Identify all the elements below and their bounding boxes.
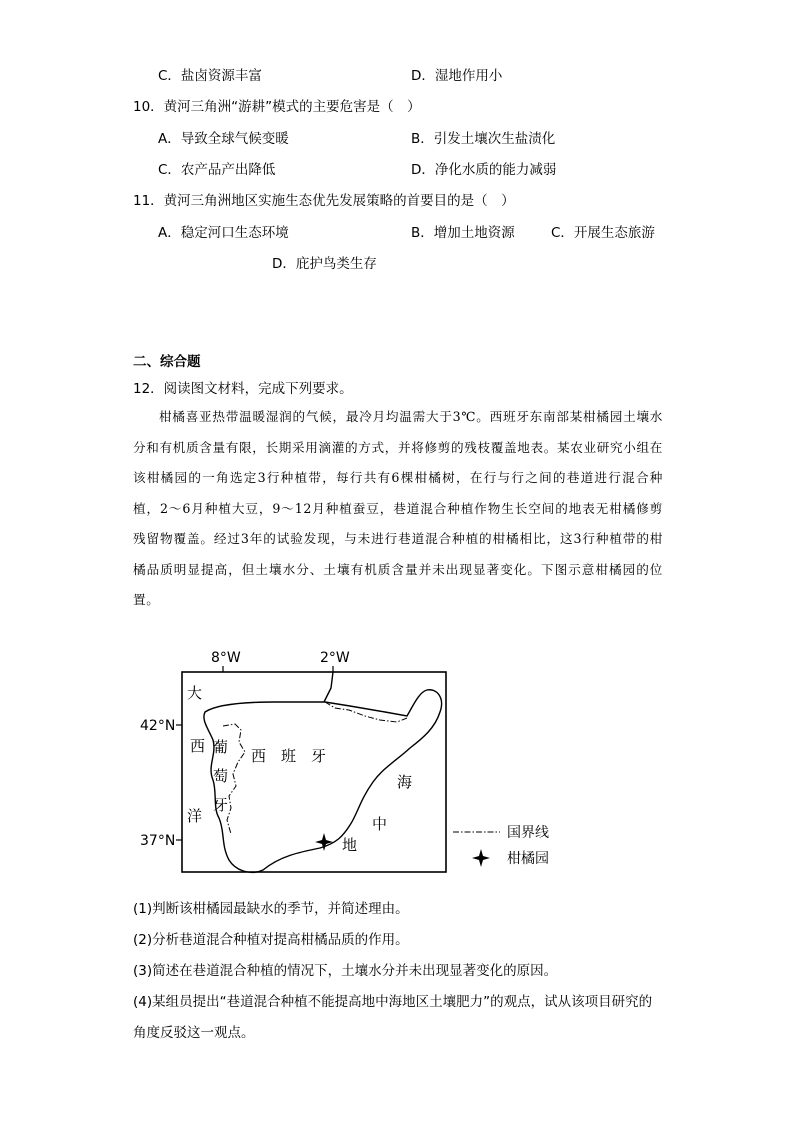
label-spain: 西 班 牙 (251, 747, 327, 765)
label-42n: 42°N (140, 718, 176, 734)
q10-option-d: D．净化水质的能力减弱 (411, 162, 557, 178)
legend-orchard-label: 柑橘园 (507, 851, 549, 867)
france-spain-border (325, 702, 407, 722)
legend-border-label: 国界线 (507, 825, 549, 841)
q9-option-c: C．盐卤资源丰富 (158, 68, 262, 84)
q12-sub4-line1: (4)某组员提出“巷道混合种植不能提高地中海地区土壤肥力”的观点，试从该项目研究的 (133, 994, 653, 1010)
label-med-2: 中 (372, 815, 388, 833)
label-portugal-1: 葡 (213, 738, 229, 756)
label-8w: 8°W (211, 650, 241, 666)
label-atlantic-3: 洋 (187, 807, 203, 825)
q12-material: 柑橘喜亚热带温暖湿润的气候，最冷月均温需大于3℃。西班牙东南部某柑橘园土壤水分和有机质含量有限，长期采用滴灌的方式，并将修剪的残枝覆盖地表。某农业研究小组在该柑橘园的一角选定3行种植带，每行共有6棵柑橘树，在行与行之间的巷道进行混合种植，2～6月种植大豆，9～12月种植蚕豆，巷道混合种植作物生长空间的地表无柑橘修剪残留物覆盖。经过3年的试验发现，与未进行巷道混合种植的柑橘相比，这3行种植带的柑橘品质明显提高，但土壤水分、土壤有机质含量并未出现显著变化。下图示意柑橘园的位置。 (133, 409, 663, 607)
label-med-3: 地 (342, 836, 358, 854)
q12-sub4-line2: 角度反驳这一观点。 (133, 1025, 255, 1041)
orchard-location-map (135, 640, 575, 885)
q11-option-a: A．稳定河口生态环境 (158, 225, 289, 241)
q11-option-b: B．增加土地资源 (411, 225, 515, 241)
q11-option-c: C．开展生态旅游 (551, 225, 655, 241)
q12-sub1: (1)判断该柑橘园最缺水的季节，并简述理由。 (133, 901, 409, 917)
label-atlantic-2: 西 (190, 737, 206, 755)
label-portugal-2: 萄 (213, 767, 229, 785)
section-title: 二、综合题 (133, 354, 201, 370)
label-atlantic-1: 大 (187, 684, 203, 702)
label-med-1: 海 (397, 773, 413, 791)
label-portugal-3: 牙 (213, 796, 229, 814)
label-2w: 2°W (320, 650, 350, 666)
q10-option-c: C．农产品产出降低 (158, 162, 276, 178)
q10-option-b: B．引发土壤次生盐渍化 (411, 131, 556, 147)
france-coast (324, 672, 333, 702)
label-37n: 37°N (140, 833, 176, 849)
legend-orchard-icon (472, 849, 490, 867)
q10-stem: 10．黄河三角洲“游耕”模式的主要危害是（ ） (133, 99, 421, 115)
q12-stem: 12．阅读图文材料，完成下列要求。 (133, 381, 353, 397)
q10-option-a: A．导致全球气候变暖 (158, 131, 289, 147)
q12-sub2: (2)分析巷道混合种植对提高柑橘品质的作用。 (133, 932, 409, 948)
q9-option-d: D．湿地作用小 (411, 68, 503, 84)
q11-option-d: D．庇护鸟类生存 (272, 256, 377, 272)
q11-stem: 11．黄河三角洲地区实施生态优先发展策略的首要目的是（ ） (133, 193, 515, 209)
q12-sub3: (3)简述在巷道混合种植的情况下，土壤水分并未出现显著变化的原因。 (133, 963, 558, 979)
